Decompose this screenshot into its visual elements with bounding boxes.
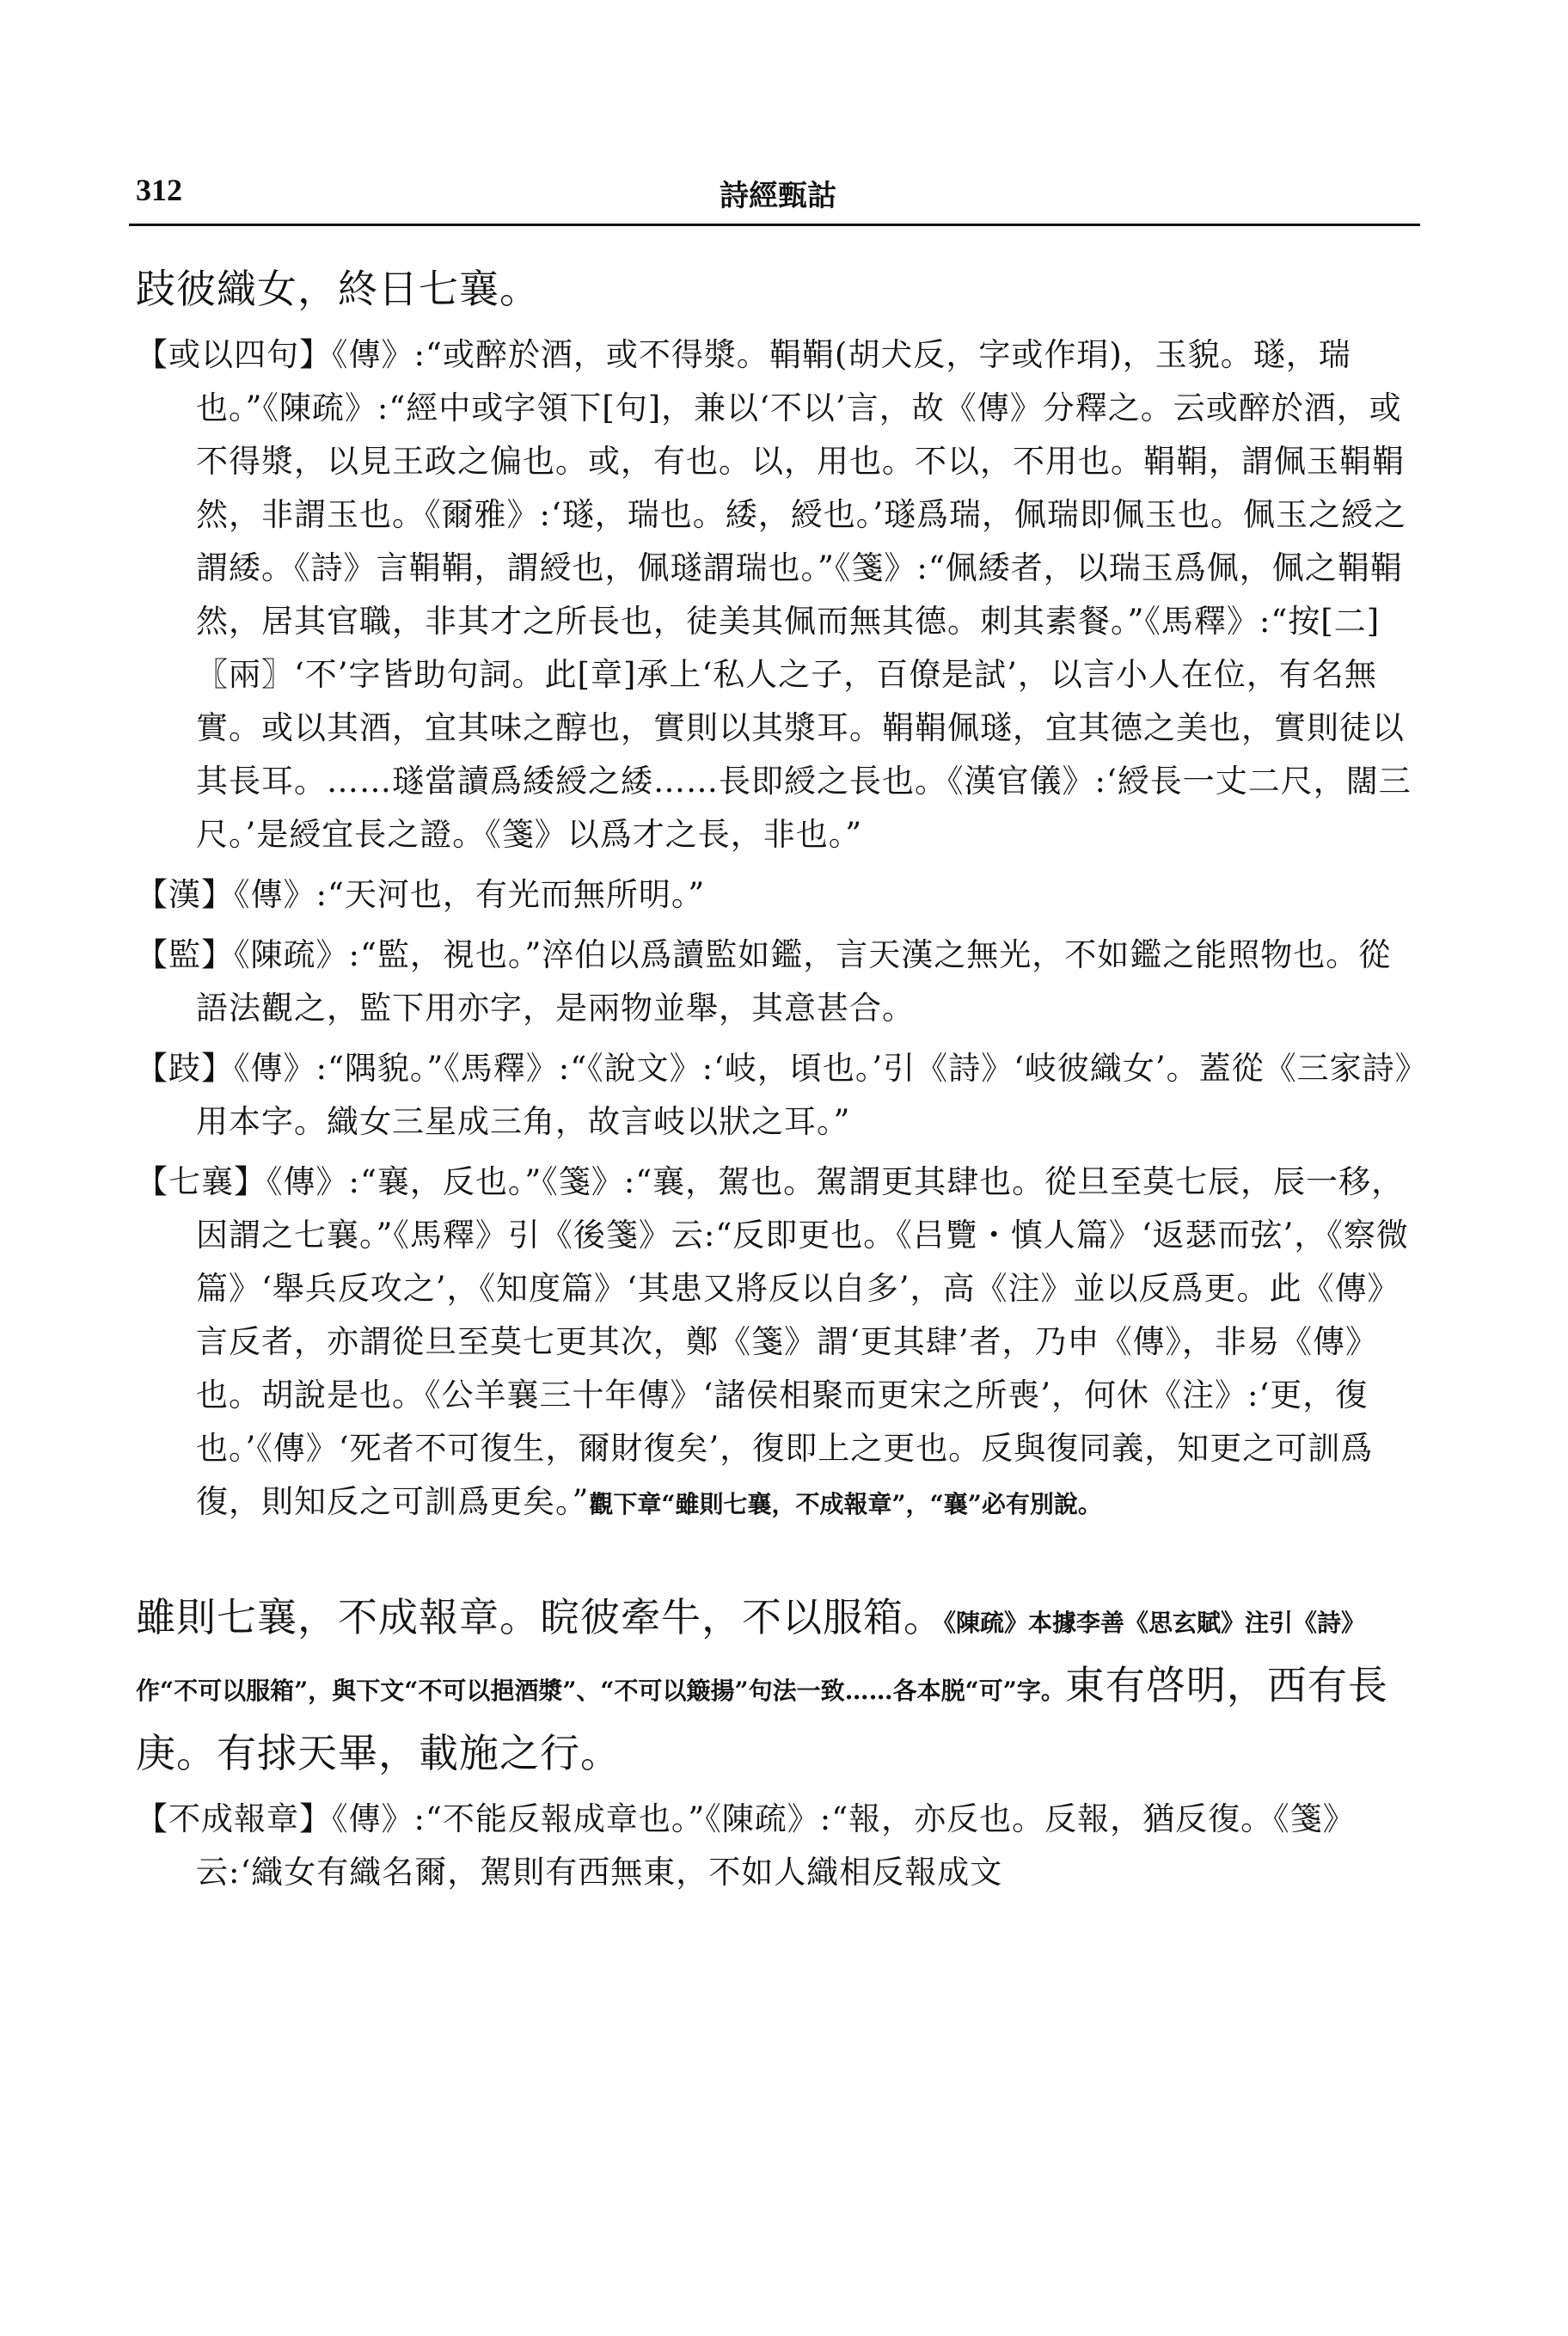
note-text: 《陳疏》:“監，視也。”淬伯以爲讀監如鑑，言天漢之無光，不如鑑之能照物也。從語法觀之，監下用亦字，是兩物並舉，其意甚合。 xyxy=(196,936,1392,1027)
commentary-note xyxy=(136,868,1420,922)
note-text: 《傳》:“不能反報成章也。”《陳疏》:“報，亦反也。反報，猶反復。《箋》云:‘織女有織名爾，駕則有西無東，不如人織相反報成文 xyxy=(196,1800,1356,1891)
note-heading: 【監】 xyxy=(136,936,234,973)
commentary-note xyxy=(136,328,1420,861)
note-text: 《傳》:“天河也，有光而無所明。” xyxy=(234,876,706,913)
header-rule xyxy=(129,224,1420,226)
note-heading: 【不成報章】 xyxy=(136,1800,332,1837)
note-heading: 【七襄】 xyxy=(136,1163,266,1200)
commentary-note xyxy=(136,1156,1420,1531)
note-heading: 【漢】 xyxy=(136,876,234,913)
note-heading: 【或以四句】 xyxy=(136,336,332,373)
note-text: 《傳》:“或醉於酒，或不得漿。鞙鞙(胡犬反，字或作琄)，玉貌。璲，瑞也。”《陳疏》:“經中或字領下[句]，兼以‘不以’言，故《傳》分釋之。云或醉於酒，或不得漿，以見王政之偏也。或，有也。以，用也。不以，不用也。鞙鞙，謂佩玉鞙鞙然，非謂玉也。《爾雅》:‘璲，瑞也。緌，綬也。’璲爲瑞，佩瑞即佩玉也。佩玉之綬之謂緌。《詩》言鞙鞙，謂綬也，佩璲謂瑞也。”《箋》:“佩緌者，以瑞玉爲佩，佩之鞙鞙然，居其官職，非其才之所長也，徒美其佩而無其德。刺其素餐。”《馬釋》:“按[二]〖兩〗‘不’字皆助句詞。此[章]承上‘私人之子，百僚是試’，以言小人在位，有名無實。或以其酒，宜其味之醇也，實則以其漿耳。鞙鞙佩璲，宜其德之美也，實則徒以其長耳。……璲當讀爲緌綬之緌……長即綬之長也。《漢官儀》:‘綬長一丈二尺，闊三尺。’是綬宜長之證。《箋》以爲才之長，非也。” xyxy=(196,336,1412,853)
note-small-annotation: 觀下章“雖則七襄，不成報章”，“襄”必有別說。 xyxy=(589,1490,1102,1518)
note-text: 《傳》:“襄，反也。”《箋》:“襄，駕也。駕謂更其肆也。從旦至莫七辰，辰一移，因謂之七襄。”《馬釋》引《後箋》云:“反即更也。《吕覽・慎人篇》‘返瑟而弦’，《察微篇》‘舉兵反攻之’，《知度篇》‘其患又將反以自多’，高《注》並以反爲更。此《傳》言反者，亦謂從旦至莫七更其次，鄭《箋》謂‘更其肆’者，乃申《傳》，非易《傳》也。胡說是也。《公羊襄三十年傳》‘諸侯相聚而更宋之所喪’，何休《注》:‘更，復也。’《傳》‘死者不可復生，爾財復矣’，復即上之更也。反與復同義，知更之可訓爲復，則知反之可訓爲更矣。” xyxy=(196,1163,1409,1520)
commentary-note xyxy=(136,1042,1420,1149)
verse-line xyxy=(136,1586,1420,1784)
commentary-note xyxy=(136,929,1420,1035)
commentary-note xyxy=(136,1793,1420,1899)
verse-text: 雖則七襄，不成報章。睆彼牽牛，不以服箱。 xyxy=(136,1594,944,1640)
verse-text: 東有啓明，西有長庚。有捄天畢，載施之行。 xyxy=(136,1662,1388,1776)
page-header xyxy=(136,172,1420,217)
note-text: 《傳》:“隅貌。”《馬釋》:“《說文》:‘岐，頃也。’引《詩》‘岐彼織女’。蓋從《三家詩》用本字。織女三星成三角，故言岐以狀之耳。” xyxy=(196,1050,1412,1140)
running-title: 詩經甄詁 xyxy=(720,179,836,213)
verse-small-annotation: 《陳疏》本據李善《思玄賦》注引《詩》作“不可以服箱”，與下文“不可以挹酒漿”、“不可以簸揚”句法一致……各本脱“可”字。 xyxy=(136,1609,1366,1705)
page-body xyxy=(136,258,1420,1906)
verse-line: 跂彼織女，終日七襄。 xyxy=(136,266,540,312)
page-number: 312 xyxy=(136,173,182,207)
note-heading: 【跂】 xyxy=(136,1050,234,1087)
